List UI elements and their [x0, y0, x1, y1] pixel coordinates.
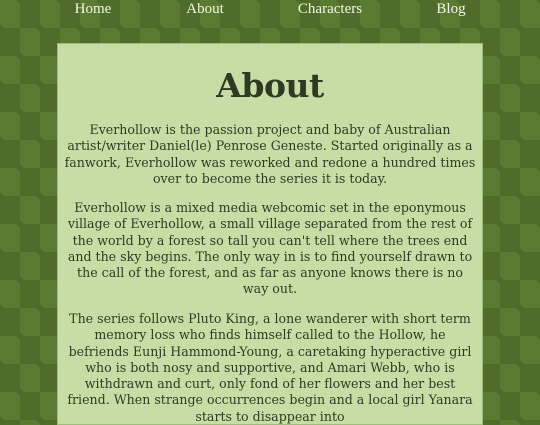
nav-link-blog[interactable]: Blog — [436, 1, 466, 17]
nav-link-home[interactable]: Home — [74, 1, 112, 17]
page-title: About — [216, 66, 324, 105]
setting-paragraph: Everhollow is a mixed media webcomic set in the eponymous village of Everhollow, a small village separated from the rest of the world by a forest so tall you can't tell where the trees end and the sky begins. The only way in is to find yourself drawn to the call of the forest, and as far as anyone knows there is no way out. — [67, 200, 473, 297]
content-panel — [58, 44, 482, 424]
story-paragraph: The series follows Pluto King, a lone wanderer with short term memory loss who finds himself called to the Hollow, he befriends Eunji Hammond-Young, a caretaking hyperactive girl who is both nosy and supportive, and Amari Webb, who is withdrawn and curt, only fond of her flowers and her best friend. When strange occurrences begin and a local girl Yanara starts to disappear into — [67, 311, 473, 424]
nav-link-characters[interactable]: Characters — [297, 1, 363, 17]
top-navigation — [0, 0, 540, 22]
nav-link-about[interactable]: About — [186, 1, 224, 17]
intro-paragraph: Everhollow is the passion project and baby of Australian artist/writer Daniel(le) Penrose Geneste. Started originally as a fanwork, Everhollow was reworked and redone a hundred times over to become the series it is today. — [64, 122, 476, 186]
